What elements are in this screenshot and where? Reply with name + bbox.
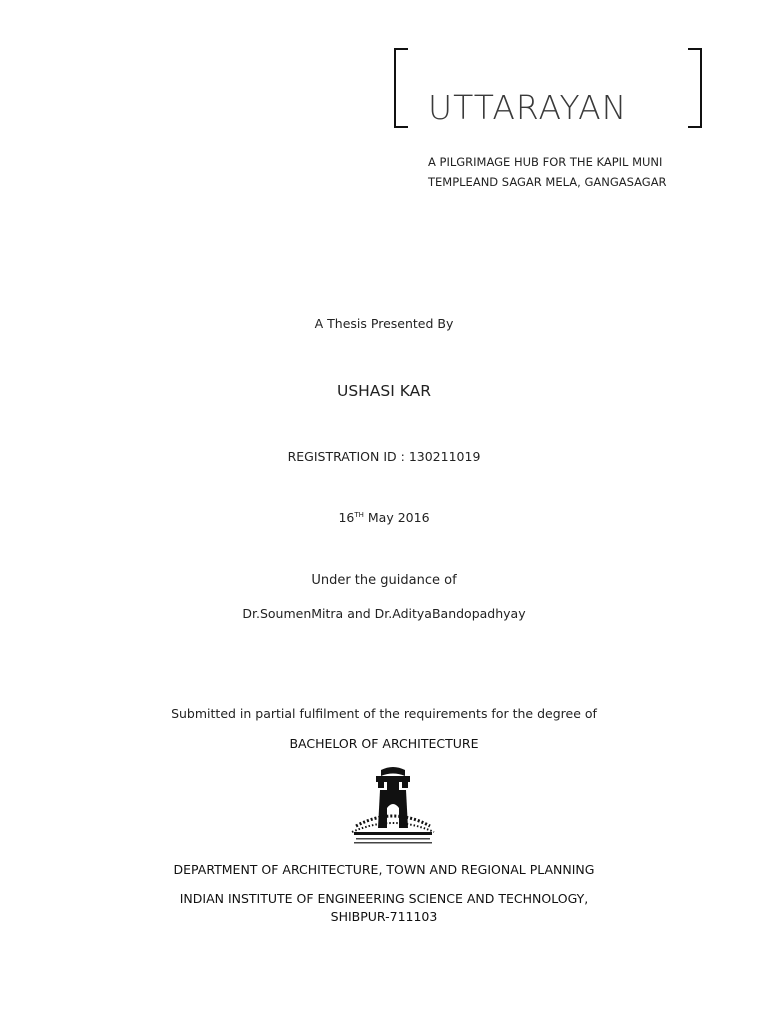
right-bracket-decoration [688, 48, 702, 128]
left-bracket-decoration [394, 48, 408, 128]
degree-name: BACHELOR OF ARCHITECTURE [289, 736, 479, 751]
document-subtitle [428, 152, 667, 192]
subtitle-line-1: A PILGRIMAGE HUB FOR THE KAPIL MUNI [428, 155, 663, 169]
institute-line-2: SHIBPUR-711103 [330, 909, 438, 924]
submission-date [0, 510, 768, 525]
document-title: UTTARAYAN [428, 88, 628, 127]
department-name: DEPARTMENT OF ARCHITECTURE, TOWN AND REGIONAL PLANNING [173, 862, 595, 877]
registration-id: REGISTRATION ID : 130211019 [287, 449, 481, 464]
institute-name [0, 890, 768, 926]
presented-by-text: A Thesis Presented By [314, 316, 454, 331]
institute-line-1: INDIAN INSTITUTE OF ENGINEERING SCIENCE AND TECHNOLOGY, [179, 891, 589, 906]
date-day: 16 [338, 510, 355, 525]
guide-names: Dr.SoumenMitra and Dr.AdityaBandopadhyay [242, 606, 526, 621]
date-suffix: TH [354, 510, 364, 519]
submission-statement: Submitted in partial fulfilment of the requirements for the degree of [171, 706, 597, 721]
author-name: USHASI KAR [336, 382, 432, 400]
subtitle-line-2: TEMPLEAND SAGAR MELA, GANGASAGAR [428, 175, 667, 189]
guidance-label: Under the guidance of [311, 573, 457, 588]
date-month-year: May 2016 [363, 510, 430, 525]
institute-emblem-icon [348, 766, 438, 850]
